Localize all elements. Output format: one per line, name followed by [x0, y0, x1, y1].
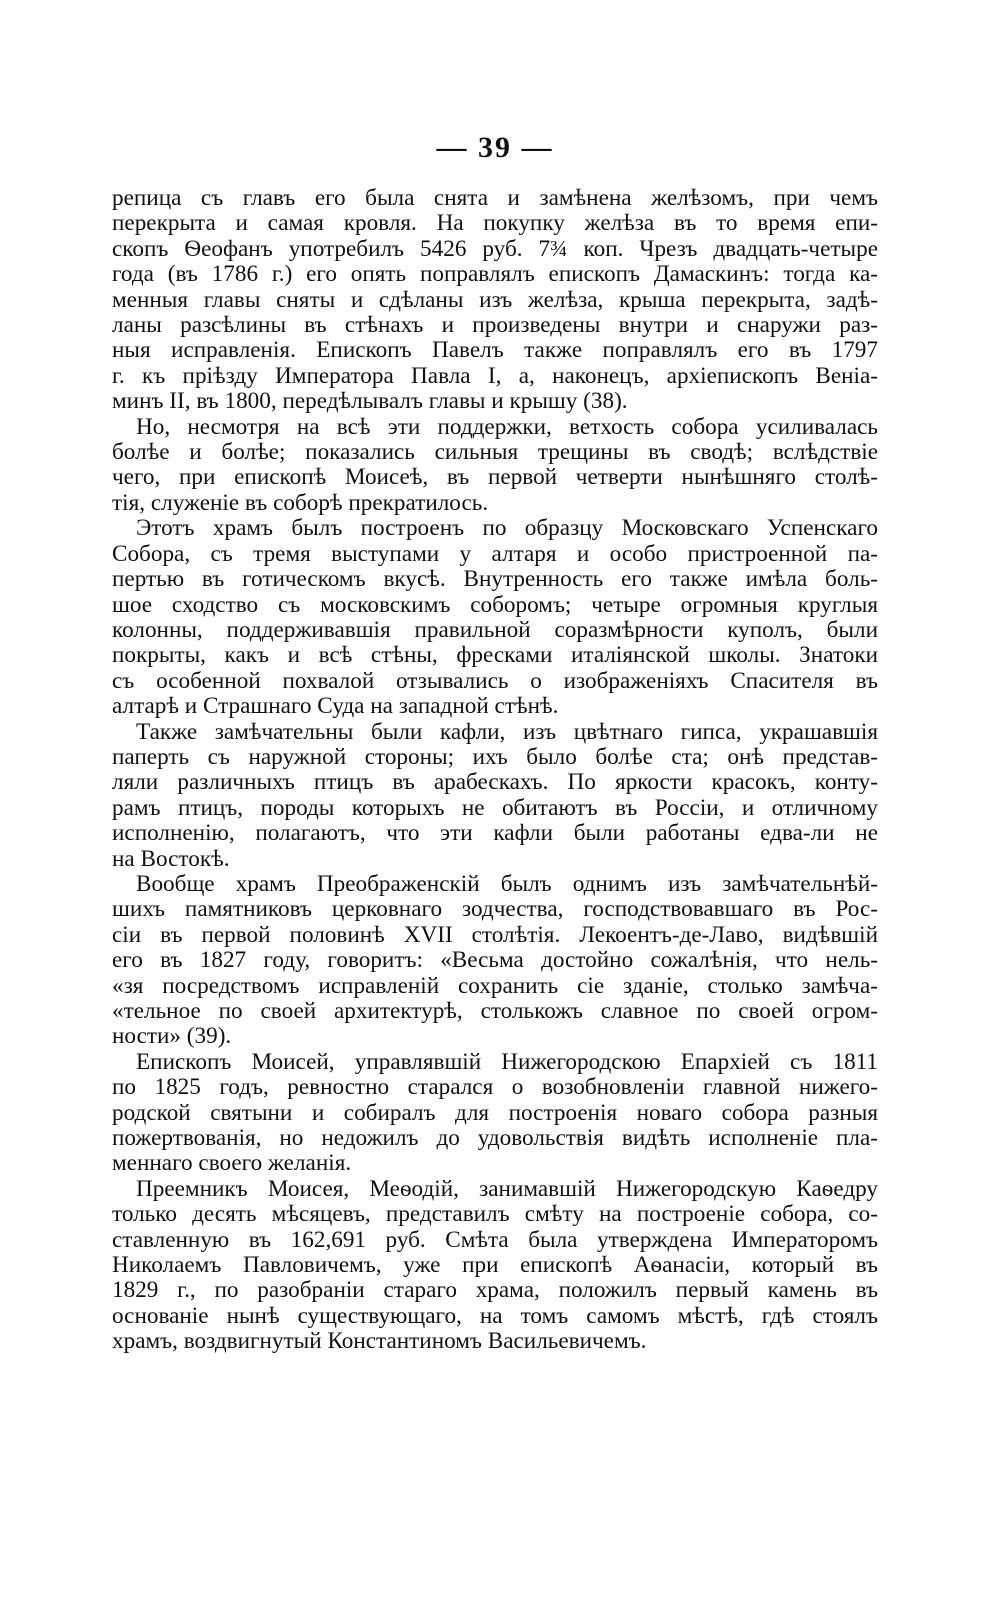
text-line: чего, при епископѣ Моисеѣ, въ первой четверти нынѣшняго столѣ- [112, 464, 878, 491]
paragraph [112, 415, 878, 517]
text-line: ставленную въ 162,691 руб. Смѣта была утверждена Императоромъ [112, 1226, 878, 1253]
text-line: ности» (39). [112, 1023, 232, 1050]
text-line: перекрыта и самая кровля. На покупку желѣза въ то время епи- [112, 210, 878, 237]
text-line: Но, несмотря на всѣ эти поддержки, ветхость собора усиливалась [136, 413, 878, 440]
text-line: менныя главы сняты и сдѣланы изъ желѣза, крыша перекрыта, задѣ- [112, 286, 878, 313]
text-line: Собора, съ тремя выступами у алтаря и особо пристроенной па- [112, 540, 878, 567]
text-line: шихъ памятниковъ церковнаго зодчества, господствовавшаго въ Рос- [112, 896, 878, 923]
text-line: шое сходство съ московскимъ соборомъ; четыре огромныя круглыя [112, 591, 878, 618]
text-line: Вообще храмъ Преображенскій былъ однимъ изъ замѣчательнѣй- [136, 870, 878, 897]
text-line: родской святыни и собиралъ для построенія новаго собора разныя [112, 1099, 878, 1126]
text-line: «тельное по своей архитектурѣ, столькожъ славное по своей огром- [112, 998, 878, 1024]
text-line: основаніе нынѣ существующаго, на томъ самомъ мѣстѣ, гдѣ стоялъ [112, 1302, 878, 1329]
text-line: репица съ главъ его была снята и замѣнена желѣзомъ, при чемъ [112, 185, 878, 211]
text-line: минъ II, въ 1800, передѣлывалъ главы и крышу (38). [112, 388, 628, 415]
paragraph [112, 1050, 878, 1177]
text-line: Также замѣчательны были кафли, изъ цвѣтнаго гипса, украшавшія [136, 718, 878, 745]
text-line: алтарѣ и Страшнаго Суда на западной стѣнѣ. [112, 693, 559, 720]
text-line: пожертвованія, но недожилъ до удовольствія видѣть исполненіе пла- [112, 1125, 878, 1152]
text-line: по 1825 годъ, ревностно старался о возобновленіи главной нижего- [112, 1074, 878, 1101]
text-line: съ особенной похвалой отзывались о изображеніяхъ Спасителя въ [112, 667, 878, 694]
text-line: ланы разсѣлины въ стѣнахъ и произведены внутри и снаружи раз- [112, 312, 878, 339]
page-number: — 39 — [436, 131, 554, 164]
text-line: тія, служеніе въ соборѣ прекратилось. [112, 489, 489, 516]
text-line: пертью въ готическомъ вкусѣ. Внутренность его также имѣла боль- [112, 566, 878, 593]
paragraph [112, 1177, 878, 1355]
text-line: Преемникъ Моисея, Меѳодій, занимавшій Нижегородскую Каѳедру [136, 1175, 878, 1202]
book-page [112, 128, 878, 1355]
text-line: его въ 1827 году, говоритъ: «Весьма достойно сожалѣнія, что нель- [112, 947, 878, 974]
page-text [112, 186, 878, 1355]
text-line: колонны, поддерживавшія правильной соразмѣрности куполъ, были [112, 616, 878, 643]
text-line: исполненію, полагаютъ, что эти кафли были работаны едва-ли не [112, 820, 878, 847]
text-line: скопъ Ѳеофанъ употребилъ 5426 руб. 7¾ коп. Чрезъ двадцать-четыре [112, 235, 878, 262]
text-line: на Востокѣ. [112, 845, 230, 872]
text-line: только десять мѣсяцевъ, представилъ смѣту на построеніе собора, со- [112, 1201, 878, 1228]
text-line: паперть съ наружной стороны; ихъ было болѣе ста; онѣ представ- [112, 743, 878, 770]
text-line: меннаго своего желанія. [112, 1150, 352, 1177]
text-line: Этотъ храмъ былъ построенъ по образцу Московскаго Успенскаго [136, 515, 878, 542]
text-line: г. къ пріѣзду Императора Павла I, а, наконецъ, архіепископъ Веніа- [112, 362, 878, 389]
text-line: рамъ птицъ, породы которыхъ не обитаютъ въ Россіи, и отличному [112, 794, 878, 821]
text-line: года (въ 1786 г.) его опять поправлялъ епископъ Дамаскинъ: тогда ка- [112, 261, 878, 288]
paragraph [112, 720, 878, 872]
paragraph [112, 872, 878, 1050]
paragraph [112, 186, 878, 415]
text-line: «зя посредствомъ исправленій сохранить сіе зданіе, столько замѣча- [112, 972, 878, 999]
text-line: ляли различныхъ птицъ въ арабескахъ. По яркости красокъ, конту- [112, 769, 878, 796]
text-line: храмъ, воздвигнутый Константиномъ Васильевичемъ. [112, 1328, 647, 1355]
text-line: покрыты, какъ и всѣ стѣны, фресками италіянской школы. Знатоки [112, 642, 878, 669]
text-line: болѣе и болѣе; показались сильныя трещины въ сводѣ; вслѣдствіе [112, 439, 878, 466]
paragraph [112, 516, 878, 719]
text-line: Епископъ Моисей, управлявшій Нижегородскою Епархіей съ 1811 [136, 1048, 878, 1075]
text-line: Николаемъ Павловичемъ, уже при епископѣ Аѳанасіи, который въ [112, 1252, 878, 1279]
text-line: ныя исправленія. Епископъ Павелъ также поправлялъ его въ 1797 [112, 337, 878, 364]
text-line: 1829 г., по разобраніи стараго храма, положилъ первый камень въ [112, 1277, 878, 1304]
text-line: сіи въ первой половинѣ XVII столѣтія. Лекоентъ-де-Лаво, видѣвшій [112, 921, 878, 948]
